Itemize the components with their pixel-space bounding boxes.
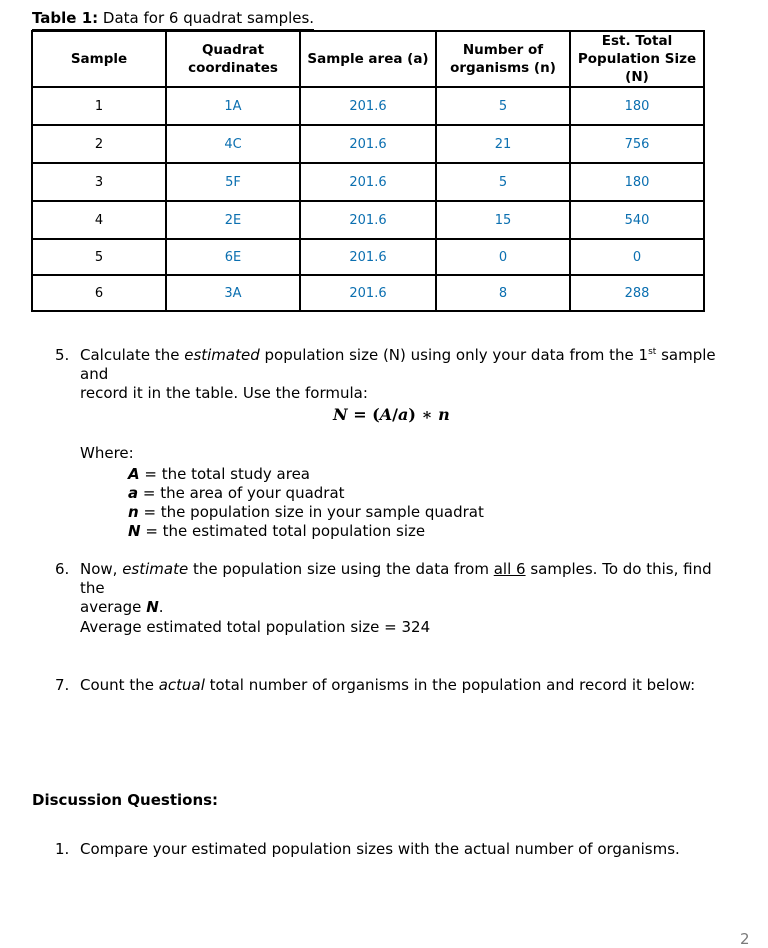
header-sample: Sample [32,31,166,87]
table-row [32,275,704,311]
question-7-number: 7. [55,676,70,694]
q6-text-b: the population size using the data from [188,560,494,578]
cell-area: 201.6 [300,239,436,275]
definition-item [128,522,484,541]
question-7-text [80,676,725,695]
question-6-text [80,560,725,617]
table-caption-text: Data for 6 quadrat samples. [102,9,315,27]
q5-line2: record it in the table. Use the formula: [80,384,368,402]
definition-symbol: a [128,484,139,502]
q6-line2-N: N [146,598,159,616]
cell-quadrat: 1A [166,87,300,125]
header-est-population [570,31,704,87]
discussion-title: Discussion Questions: [32,791,219,809]
table-caption-label: Table 1: [32,9,99,27]
q7-text-b: total number of organisms in the population and record it below: [204,676,696,694]
cell-sample: 2 [32,125,166,163]
q5-emphasis: estimated [184,346,260,364]
header-number-organisms [436,31,570,87]
header-quadrat [166,31,300,87]
header-sample-area: Sample area (a) [300,31,436,87]
cell-sample: 3 [32,163,166,201]
cell-area: 201.6 [300,201,436,239]
discussion-q1-number: 1. [55,840,70,858]
header-est-line1: Est. Total [601,33,673,49]
cell-N: 288 [570,275,704,311]
cell-sample: 6 [32,275,166,311]
cell-N: 540 [570,201,704,239]
formula-N: N [333,405,348,424]
definition-symbol: N [128,522,141,540]
discussion-q1-text: Compare your estimated population sizes with the actual number of organisms. [80,840,680,858]
cell-n: 5 [436,87,570,125]
cell-N: 0 [570,239,704,275]
definition-item [128,465,484,484]
question-6-number: 6. [55,560,70,578]
formula-rest: ) ∗ [408,405,439,424]
question-7 [55,676,725,695]
definition-symbol: n [128,503,139,521]
definition-text: = the estimated total population size [140,522,426,540]
table-row [32,239,704,275]
q6-underlined: all 6 [493,560,526,578]
formula-a: a [398,405,409,424]
header-number-line2: organisms (n) [450,60,556,76]
q7-text-a: Count the [80,676,159,694]
cell-area: 201.6 [300,275,436,311]
variable-definitions [128,465,484,541]
cell-N: 756 [570,125,704,163]
definition-item [128,503,484,522]
q5-superscript: st [648,347,657,357]
q7-emphasis: actual [158,676,205,694]
table-row [32,201,704,239]
quadrat-data-table [31,30,705,312]
population-formula [333,405,450,424]
cell-N: 180 [570,163,704,201]
cell-quadrat: 5F [166,163,300,201]
q6-line2-a: average [80,598,147,616]
formula-n: n [438,405,450,424]
formula-A: A [379,405,393,424]
cell-n: 8 [436,275,570,311]
q5-text-b: population size (N) using only your data from the 1 [259,346,649,364]
q6-line2-c: . [158,598,164,616]
cell-quadrat: 2E [166,201,300,239]
cell-area: 201.6 [300,163,436,201]
cell-n: 21 [436,125,570,163]
cell-quadrat: 3A [166,275,300,311]
formula-eq: = ( [347,405,380,424]
cell-area: 201.6 [300,87,436,125]
page-number: 2 [740,930,750,948]
question-6 [55,560,725,617]
question-5 [55,346,725,403]
header-est-line2: Population Size [577,51,697,67]
formula-slash: / [392,405,399,424]
cell-quadrat: 6E [166,239,300,275]
cell-n: 5 [436,163,570,201]
cell-n: 0 [436,239,570,275]
definition-symbol: A [128,465,140,483]
definition-text: = the total study area [139,465,310,483]
q6-text-c: samples. To do this, find the [80,560,712,597]
table-row [32,87,704,125]
q5-text-c: sample and [80,346,716,383]
cell-sample: 1 [32,87,166,125]
cell-sample: 5 [32,239,166,275]
cell-sample: 4 [32,201,166,239]
table-caption [32,9,314,27]
q6-text-a: Now, [80,560,123,578]
definition-text: = the population size in your sample quadrat [138,503,484,521]
definition-text: = the area of your quadrat [138,484,345,502]
q5-text-a: Calculate the [80,346,185,364]
table-row [32,163,704,201]
header-quadrat-line2: coordinates [188,60,278,76]
table-header-row [32,31,704,87]
where-label: Where: [80,444,134,462]
header-quadrat-line1: Quadrat [201,42,265,58]
question-5-text [80,346,725,403]
definition-item [128,484,484,503]
cell-n: 15 [436,201,570,239]
average-answer: Average estimated total population size = 324 [80,618,431,636]
q6-emphasis: estimate [122,560,189,578]
header-number-line1: Number of [462,42,544,58]
question-5-number: 5. [55,346,70,364]
table-row [32,125,704,163]
discussion-question-1 [55,840,725,859]
cell-N: 180 [570,87,704,125]
header-est-line3: (N) [625,69,649,85]
cell-quadrat: 4C [166,125,300,163]
cell-area: 201.6 [300,125,436,163]
